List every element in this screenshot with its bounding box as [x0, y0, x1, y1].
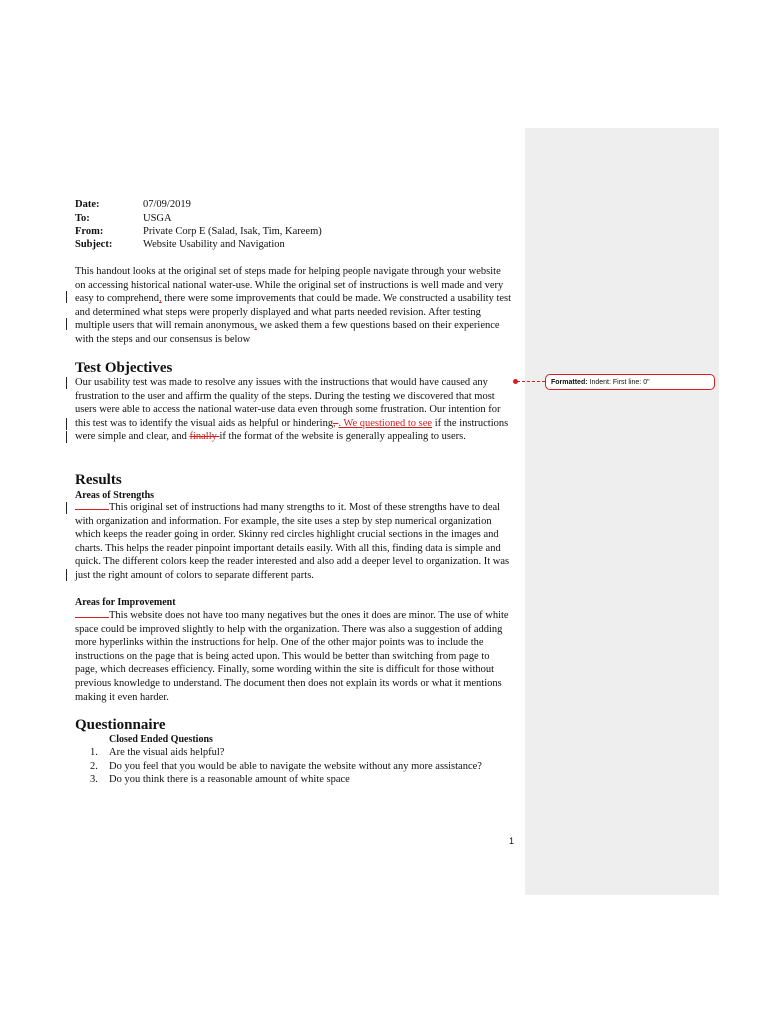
intro-paragraph	[75, 265, 512, 347]
strengths-heading: Areas of Strengths	[75, 490, 155, 501]
formatting-comment-balloon[interactable]	[545, 374, 715, 390]
change-bar	[66, 418, 67, 430]
results-heading: Results	[75, 472, 122, 488]
inserted-text: ,	[254, 320, 257, 332]
improvement-paragraph	[75, 609, 512, 704]
question-text: Do you think there is a reasonable amount of white space	[109, 774, 350, 786]
list-item	[90, 746, 482, 760]
memo-to-label: To:	[75, 213, 90, 224]
deleted-text: finally	[189, 431, 220, 443]
inserted-tab	[75, 502, 109, 510]
list-number: 1.	[90, 747, 98, 758]
test-objectives-heading: Test Objectives	[75, 360, 173, 376]
comment-leader-line	[517, 381, 545, 382]
memo-date-label: Date:	[75, 199, 100, 210]
memo-date-value: 07/09/2019	[143, 199, 191, 210]
memo-subject-label: Subject:	[75, 239, 113, 250]
questions-list	[90, 746, 482, 787]
deleted-text: ,	[333, 417, 339, 429]
objectives-text: Our usability test was made to resolve any issues with the instructions that would have caused any frustration to the user and affirm the quality of the steps. During the testing we discovered that most users were able to access the national water-use data even through some frustration. Our intention for this test was to identify the visual aids as helpful or hindering	[75, 377, 501, 429]
question-text: Do you feel that you would be able to navigate the website without any more assistance?	[109, 760, 482, 772]
comment-label: Formatted:	[551, 379, 588, 386]
markup-pane	[525, 128, 719, 895]
memo-to-value: USGA	[143, 213, 172, 224]
change-bar	[66, 318, 67, 330]
inserted-text: ,	[158, 293, 162, 305]
list-number: 3.	[90, 774, 98, 786]
change-bar	[66, 291, 67, 303]
questionnaire-heading: Questionnaire	[75, 717, 166, 733]
strengths-text: This original set of instructions had many strengths to it. Most of these strengths have to deal with organization and information. For example, the site uses a step by step numerical organization which keeps the reader going in order. Skinny red circles highlight crucial sections in the images and charts. This helps the reader pinpoint important details easily. With all this, finding data is simple and quick. The different colors keep the reader interested and also add a deeper level to organization. It was just the right amount of colors to separate different parts.	[75, 502, 510, 581]
objectives-text: if the format of the website is generally appealing to users.	[219, 431, 466, 443]
question-text: Are the visual aids helpful?	[109, 747, 225, 758]
improvement-heading: Areas for Improvement	[75, 597, 176, 608]
memo-from-value: Private Corp E (Salad, Isak, Tim, Kareem)	[143, 226, 322, 237]
strengths-paragraph	[75, 501, 512, 583]
comment-text: Indent: First line: 0"	[587, 379, 650, 386]
objectives-paragraph	[75, 376, 512, 444]
improvement-text: This website does not have too many negatives but the ones it does are minor. The use of white space could be improved slightly to help with the organization. There was also a suggestion of adding more hyperlinks within the instructions for help. One of the other major points was to include the instructions on the page that is being acted upon. This would be better than switching from page to page, which decreases efficiency. Finally, some wording within the site is difficult for those without previous knowledge to understand. The document then does not explain its words or what it mentions making it even harder.	[75, 610, 509, 703]
intro-text: we asked them a few questions based on their experience with the steps and our consensus is below	[75, 320, 500, 345]
inserted-tab	[75, 610, 109, 618]
change-bar	[66, 569, 67, 581]
memo-from-label: From:	[75, 226, 104, 237]
intro-text: there were some improvements that could be made. We constructed a usability test and determined what steps were properly displayed and what parts needed revision. After testing multiple users that will remain anonymous	[75, 293, 512, 332]
closed-questions-heading: Closed Ended Questions	[109, 734, 213, 745]
change-bar	[66, 377, 67, 389]
list-number: 2.	[90, 760, 98, 772]
change-bar	[66, 431, 67, 443]
memo-subject-value: Website Usability and Navigation	[143, 239, 285, 250]
list-item	[90, 773, 482, 787]
change-bar	[66, 502, 67, 514]
inserted-text: . We questioned to see	[338, 417, 433, 429]
list-item	[90, 760, 482, 774]
objectives-text: if the instructions were simple and clear, and	[75, 417, 509, 443]
page-number: 1	[509, 836, 515, 846]
intro-text: This handout looks at the original set of steps made for helping people navigate through your website on accessing historical national water-use. While the original set of instructions is well made and very easy to comprehend	[75, 266, 504, 305]
